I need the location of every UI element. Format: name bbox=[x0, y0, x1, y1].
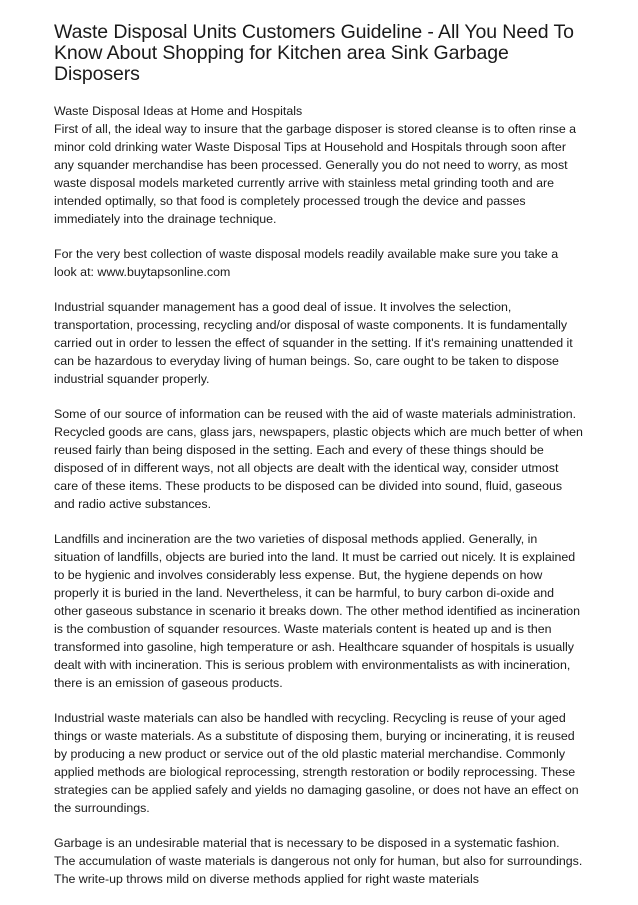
paragraph-text: First of all, the ideal way to insure that the garbage disposer is stored cleanse is to often rinse a minor cold drinking water Waste Disposal Tips at Household and Hospitals through soon after any squander merchandise has been processed. Generally you do not need to worry, as most waste disposal models marketed currently arrive with stainless metal grinding tooth and are intended optimally, so that food is completely processed trough the device and passes immediately into the drainage technique. bbox=[54, 122, 577, 226]
paragraph-5: Landfills and incineration are the two varieties of disposal methods applied. Generally, in situation of landfills, objects are buried into the land. It must be carried out nicely. It is explained to be hygienic and involves considerably less expense. But, the hygiene depends on how properly it is buried in the land. Nevertheless, it can be harmful, to bury carbon di-oxide and other gaseous substance in scenario it breaks down. The other method identified as incineration is the combustion of squander resources. Waste materials content is heated up and is then transformed into gasoline, high temperature or ash. Healthcare squander of hospitals is usually dealt with with incineration. This is serious problem with environmentalists as with incineration, there is an emission of gaseous products. bbox=[54, 532, 581, 690]
paragraph-3: Industrial squander management has a good deal of issue. It involves the selection, transportation, processing, recycling and/or disposal of waste components. It is fundamentally carried out in order to lessen the effect of squander in the setting. If it's remaining unattended it can be hazardous to everyday living of human beings. So, care ought to be taken to dispose industrial squander properly. bbox=[54, 300, 573, 386]
subheading: Waste Disposal Ideas at Home and Hospitals bbox=[54, 104, 303, 118]
paragraph-4: Some of our source of information can be reused with the aid of waste materials administration. Recycled goods are cans, glass jars, newspapers, plastic objects which are much better of when reused fairly than being disposed in the setting. Each and every of these things should be disposed of in different ways, not all objects are dealt with the identical way, consider utmost care of these items. These products to be disposed can be divided into sound, fluid, gaseous and radio active substances. bbox=[54, 407, 583, 511]
document-title: Waste Disposal Units Customers Guideline - All You Need To Know About Shopping for Kitchen area Sink Garbage Disposers bbox=[54, 21, 574, 85]
document-page bbox=[54, 22, 584, 905]
paragraph-2: For the very best collection of waste disposal models readily available make sure you take a look at: www.buytapsonline.com bbox=[54, 247, 559, 279]
paragraph-6: Industrial waste materials can also be handled with recycling. Recycling is reuse of your aged things or waste materials. As a substitute of disposing them, burying or incinerating, it is reused by producing a new product or service out of the old plastic material merchandise. Commonly applied methods are biological reprocessing, strength restoration or bodily reprocessing. These strategies can be applied safely and yields no damaging gasoline, or does not have an effect on the surroundings. bbox=[54, 711, 579, 815]
paragraph-7: Garbage is an undesirable material that is necessary to be disposed in a systematic fashion. The accumulation of waste materials is dangerous not only for human, but also for surroundings. The write-up throws mild on diverse methods applied for right waste materials bbox=[54, 836, 583, 886]
paragraph-1 bbox=[54, 102, 584, 228]
